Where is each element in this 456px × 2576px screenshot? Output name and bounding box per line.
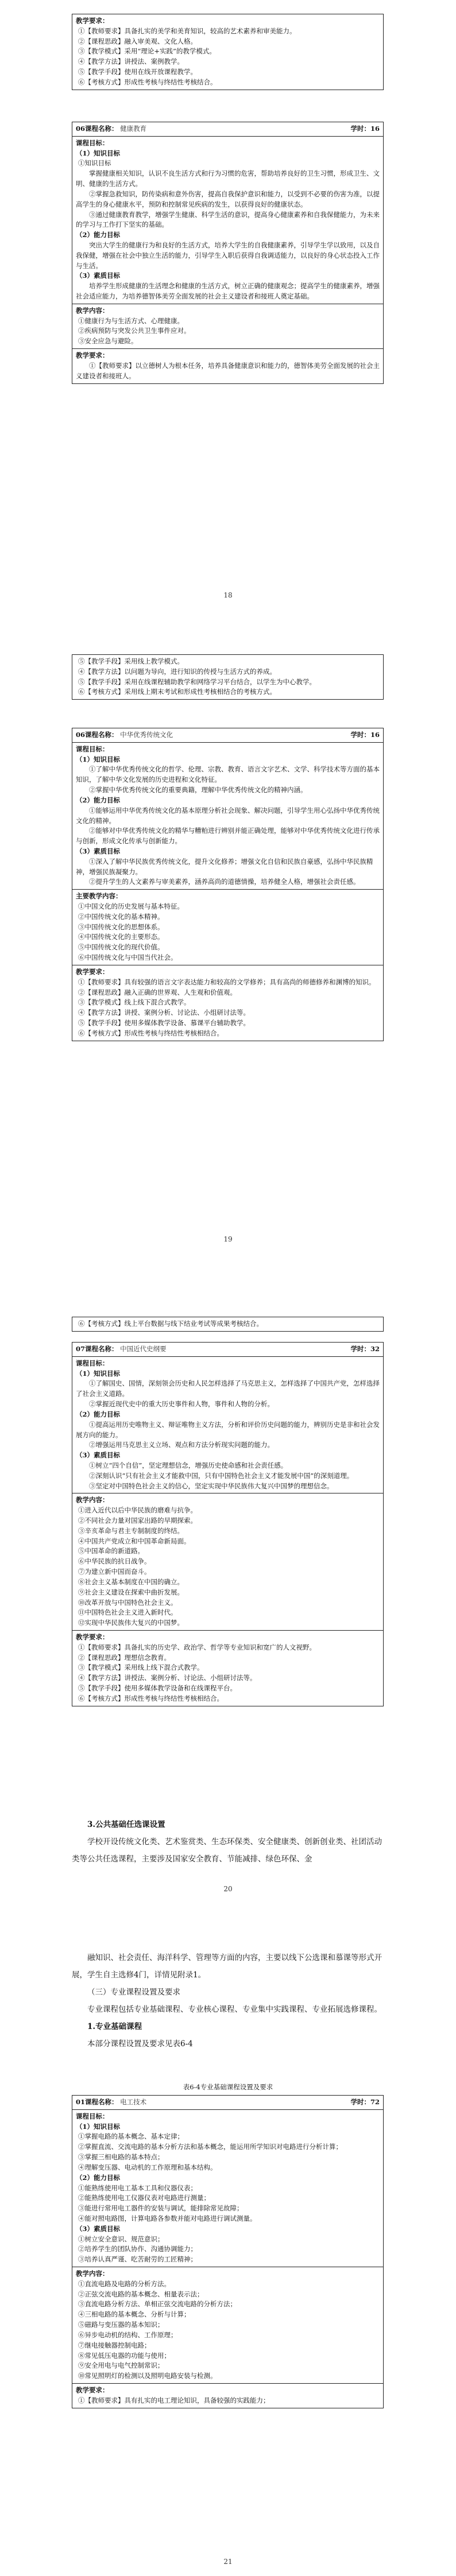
course-table-electrical — [72, 2095, 384, 2408]
list-item: ①知识目标 — [78, 159, 111, 168]
list-item: ⑩改革开放与中国特色社会主义。 — [78, 1598, 177, 1607]
course-name: 电工技术 — [120, 2098, 147, 2106]
course-table-modern-history — [72, 1342, 384, 1706]
list-item: ③【教学模式】采用“理论+实践”的教学模式。 — [78, 47, 216, 56]
paragraph: ①能够运用中华优秀传统文化的基本原理分析社会现象、解决问题，引导学生用心弘扬中华优秀传统文化的精神。 — [76, 806, 380, 825]
paragraph: ②掌握近现代史中的重大历史事件和人物，事件和人物的分析。 — [89, 1400, 274, 1409]
knowledge-goal-label: （1）知识目标 — [76, 2122, 121, 2131]
page-number: 19 — [223, 1235, 233, 1243]
paragraph: ③通过健康教育教学，增强学生健康、科学生活的意识，提高身心健康素养和自我保健能力，为未来的学习与工作打下坚实的基础。 — [76, 210, 380, 229]
ability-goal-label: （2）能力目标 — [76, 1410, 121, 1418]
list-item: ③中国传统文化的思想体系。 — [78, 922, 164, 931]
list-item: ②不同社会力量对国家出路的早期探索。 — [78, 1516, 197, 1524]
paragraph: ②能够对中华优秀传统文化的精华与糟粕进行辨别并能正确处理，能够对中华优秀传统文化进行传承与创新，形成文化传承与创新能力。 — [76, 827, 380, 845]
page-number: 21 — [223, 2558, 233, 2566]
list-item: ④【教学方法】讲授法、案例教学。 — [78, 57, 184, 66]
paragraph: ③坚定对中国特色社会主义的信心，坚定实现中华民族伟大复兴中国梦的理想信念。 — [89, 1481, 334, 1490]
list-item: ①进入近代以后中华民族的磨难与抗争。 — [78, 1506, 197, 1515]
list-item: ④中国传统文化的主要形态。 — [78, 933, 164, 941]
page-3 — [0, 1288, 456, 1932]
list-item: ⑧社会主义基本制度在中国的确立。 — [78, 1577, 184, 1586]
list-item: ⑤【教学手段】使用多媒体教学设备和在线课程平台。 — [78, 1684, 237, 1692]
list-item: ④三相电路的基本概念、分析与计算； — [78, 2310, 191, 2319]
paragraph: ①【教师要求】以立德树人为根本任务，培养具备健康意识和能力的，德智体美劳全面发展的社会主义建设者和接班人。 — [76, 361, 380, 380]
list-item: ⑦为建立新中国而奋斗。 — [78, 1568, 151, 1576]
body-text — [72, 1949, 384, 2053]
list-item: ①【教师要求】具有扎实的电工理论知识，具备较强的实践能力； — [78, 2396, 270, 2404]
course-goal-label: 课程目标： — [76, 2112, 109, 2120]
list-item: ⑤中国革命的新道路。 — [78, 1547, 144, 1555]
list-item: ⑩常见照明灯的检测以及照明电路安装与检测。 — [78, 2372, 217, 2380]
list-item: ⑥异步电动机的结构、工作原理； — [78, 2330, 177, 2339]
paragraph: 融知识、社会责任、海洋科学、管理等方面的内容，主要以线下公选课和慕课等形式开展，学生自主选修4门，详情见附录1。 — [72, 1953, 382, 1980]
section-public-electives — [72, 1816, 384, 1868]
teaching-requirements-label: 教学要求： — [76, 967, 109, 976]
course-goal-label: 课程目标： — [76, 744, 109, 753]
course-hours: 学时：16 — [350, 125, 380, 133]
list-item: ①【教师要求】具有较强的语言文字表达能力和较高的文学修养；具有高尚的师德修养和渊博的知识。 — [78, 977, 376, 986]
list-item: ⑨安全用电与电气控制常识； — [78, 2361, 164, 2370]
list-item: ③【教学模式】采用线上线下混合式教学。 — [78, 1663, 204, 1672]
list-item: ⑤【教学手段】采用在线课程辅助教学和网络学习平台结合，以学生为中心教学。 — [78, 677, 316, 686]
list-item: ⑨社会主义建设在探索中曲折发展。 — [78, 1588, 184, 1596]
list-item: ②能熟练使用电工仪器仪表对电路进行测量； — [78, 2194, 210, 2202]
list-item: ③辛亥革命与君主专制制度的终结。 — [78, 1526, 184, 1535]
list-item: ②【课程思政】融入正确的世界观、人生观和价值观。 — [78, 988, 237, 996]
course-hours: 学时：32 — [350, 1345, 380, 1353]
paragraph: 掌握健康相关知识，认识不良生活方式和行为习惯的危害，帮助培养良好的卫生习惯，形成卫生、文明、健康的生活方式。 — [76, 169, 380, 188]
paragraph: ①了解国史、国情，深刻领会历史和人民怎样选择了马克思主义，怎样选择了中国共产党，怎样选择了社会主义道路。 — [76, 1379, 380, 1398]
subsection-heading: 1.专业基础课程 — [87, 2022, 142, 2031]
teaching-content-label: 教学内容： — [76, 306, 109, 315]
list-item: ⑤【教学手段】采用线上教学模式。 — [78, 657, 184, 665]
course-goal-label: 课程目标： — [76, 1359, 109, 1367]
paragraph: 本部分课程设置及要求见表6-4 — [87, 2039, 193, 2049]
list-item: ⑤【教学手段】使用多媒体教学设备、慕课平台辅助教学。 — [78, 1018, 250, 1027]
teaching-content-label: 教学内容： — [76, 1496, 109, 1504]
teaching-requirements-label: 教学要求： — [76, 1632, 109, 1641]
course-goal-label: 课程目标： — [76, 138, 109, 147]
page-2 — [0, 644, 456, 1288]
paragraph: ①树立“四个自信”，坚定理想信念，增强历史使命感和社会责任感。 — [89, 1461, 288, 1469]
list-item: ③安全应急与避险。 — [78, 337, 138, 346]
teaching-requirements-label: 教学要求： — [76, 351, 109, 360]
course-number: 06课程名称： — [76, 731, 118, 739]
list-item: ①【教师要求】具备扎实的美学和美育知识，较高的艺术素养和审美能力。 — [78, 26, 296, 35]
knowledge-goal-label: （1）知识目标 — [76, 1369, 121, 1378]
list-item: ⑧常见低压电器的功能与使用； — [78, 2351, 171, 2360]
list-item: ④能对照电路图，计算电路各参数并能对电路进行调试测量。 — [78, 2214, 257, 2222]
list-item: ①【教师要求】具备扎实的历史学、政治学、哲学等专业知识和宽广的人文视野。 — [78, 1643, 316, 1651]
paragraph: ②增强运用马克思主义立场、观点和方法分析现实问题的能力。 — [89, 1441, 274, 1449]
teaching-requirements-label: 教学要求： — [76, 2385, 109, 2394]
list-item: ③掌握三相电路的基本特点； — [78, 2153, 164, 2162]
ability-goal-label: （2）能力目标 — [76, 796, 121, 804]
page-1 — [0, 0, 456, 644]
paragraph: ①提高运用历史唯物主义、辩证唯物主义方法，分析和评价历史问题的能力，辨别历史是非和社会发展方向的能力。 — [76, 1420, 380, 1439]
list-item: ④中国共产党成立和中国革命新局面。 — [78, 1537, 191, 1545]
list-item: ⑪中国特色社会主义进入新时代。 — [78, 1608, 177, 1617]
course-table-health-tail — [72, 654, 384, 700]
list-item: ⑥中华民族的抗日战争。 — [78, 1557, 151, 1566]
list-item: ③培养认真严谨、吃苦耐劳的工匠精神； — [78, 2255, 197, 2264]
page-4 — [0, 1932, 456, 2576]
quality-goal-label: （3）素质目标 — [76, 271, 121, 280]
paragraph: ②深刻认识“只有社会主义才能救中国，只有中国特色社会主义才能发展中国”的深刻道理。 — [89, 1471, 354, 1480]
course-hours: 学时：16 — [350, 731, 380, 739]
course-name: 中国近代史纲要 — [120, 1345, 167, 1353]
list-item: ⑥【考核方式】采用线上期末考试和形成性考核相结合的考核方式。 — [78, 688, 276, 696]
list-item: ⑥【考核方式】线上平台数据与线下结业考试等成果考核结合。 — [78, 1320, 263, 1328]
list-item: ⑤【教学手段】使用在线开放课程教学。 — [78, 68, 197, 76]
ability-goal-label: （2）能力目标 — [76, 231, 121, 239]
list-item: ⑥【考核方式】形成性考核与终结性考核相结合。 — [78, 1694, 223, 1702]
list-item: ④【教学方法】讲授法、案例分析、讨论法、小组研讨法等。 — [78, 1674, 257, 1682]
course-number: 01课程名称： — [76, 2098, 118, 2106]
list-item: ⑥【考核方式】形成性考核与终结性考核相结合。 — [78, 1029, 223, 1037]
list-item: ③能进行常用电工器件的安装与调试，能排除常见故障； — [78, 2204, 244, 2213]
list-item: ①中国文化的历史发展与基本特征。 — [78, 902, 184, 910]
paragraph: 专业课程包括专业基础课程、专业核心课程、专业集中实践课程、专业拓展选修课程。 — [87, 2005, 382, 2014]
course-table-traditional-culture — [72, 728, 384, 1041]
list-item: ②【课程思政】融入审美观、文化人格。 — [78, 37, 197, 45]
paragraph: ①深入了解中华民族优秀传统文化，提升文化修养；增强文化自信和民族自豪感，弘扬中华民族精神，增强民族凝聚力。 — [76, 857, 373, 876]
list-item: ②掌握直流、交流电路的基本分析方法和基本概念，能运用所学知识对电路进行分析计算； — [78, 2143, 342, 2151]
paragraph: 突出大学生的健康行为和良好的生活方式，培养大学生的自我健康素养，引导学生学以致用，以及自我保健，增强在社会中独立生活的能力，引导学生入职后获得自我调适能力，以良好的身心状态投入工作与生活。 — [76, 240, 380, 270]
course-number: 07课程名称： — [76, 1345, 118, 1353]
list-item: ①树立安全意识、规范意识； — [78, 2234, 164, 2243]
list-item: ③直流电路分析方法、单相正弦交流电路的分析方法； — [78, 2300, 237, 2309]
paragraph: ②掌握中华优秀传统文化的重要典籍，理解中华优秀传统文化的精神内涵。 — [89, 786, 307, 794]
course-hours: 学时：72 — [350, 2098, 380, 2106]
list-item: ④【教学方法】以问题为导向，进行知识的传授与生活方式的养成。 — [78, 667, 276, 676]
list-item: ①健康行为与生活方式、心理健康。 — [78, 316, 184, 325]
ability-goal-label: （2）能力目标 — [76, 2173, 121, 2182]
list-item: ②培养学生的团队协作、沟通协调能力； — [78, 2245, 197, 2253]
list-item: ⑥【考核方式】形成性考核与终结性考核结合。 — [78, 77, 217, 86]
knowledge-goal-label: （1）知识目标 — [76, 149, 121, 157]
list-item: ④【教学方法】讲授、案例分析、讨论法、小组研讨法等。 — [78, 1008, 250, 1017]
page-number: 18 — [223, 591, 233, 599]
paragraph: ②掌握急救知识，防传染病和意外伤害，提高自我保护意识和能力，以受到不必要的伤害为准，以提高学生的身心健康水平，预防和控制常见疾病的发生，以获得良好的健康状态。 — [76, 189, 380, 208]
course-number: 06课程名称： — [76, 125, 118, 133]
list-item: ⑥中国传统文化与中国当代社会。 — [78, 953, 177, 962]
quality-goal-label: （3）素质目标 — [76, 847, 121, 855]
course-table-aesthetics-tail — [72, 14, 384, 90]
quality-goal-label: （3）素质目标 — [76, 1451, 121, 1460]
list-item: ①掌握电路的基本概念、基本定律； — [78, 2132, 184, 2141]
course-name: 中华优秀传统文化 — [120, 731, 173, 739]
list-item: ②正弦交流电路的基本概念、相量表示法； — [78, 2290, 204, 2298]
paragraph: ①了解中华优秀传统文化的哲学、伦理、宗教、教育、语言文字艺术、文学、科学技术等方面的基本知识，了解中华文化发展的历史进程和文化特征。 — [76, 765, 380, 784]
list-item: ③【教学模式】线上线下混合式教学。 — [78, 998, 191, 1007]
course-name: 健康教育 — [120, 125, 147, 133]
section-heading: 3.公共基础任选课设置 — [87, 1820, 165, 1829]
list-item: ⑤中国传统文化的现代价值。 — [78, 943, 164, 952]
list-item: ①能熟练使用电工基本工具和仪器仪表； — [78, 2183, 197, 2192]
list-item: ⑤磁路与变压器的基本知识； — [78, 2321, 164, 2329]
teaching-requirements-label: 教学要求： — [76, 17, 109, 25]
list-item: ④理解变压器、电动机的工作原理和基本结构。 — [78, 2163, 217, 2171]
list-item: ⑫实现中华民族伟大复兴的中国梦。 — [78, 1619, 184, 1627]
course-table-culture-tail — [72, 1317, 384, 1332]
quality-goal-label: （3）素质目标 — [76, 2224, 121, 2233]
section-heading: （三）专业课程设置及要求 — [87, 1988, 180, 1997]
list-item: ①直流电路及电路的分析方法。 — [78, 2279, 171, 2288]
course-table-health — [72, 122, 384, 384]
table-caption: 表6-4专业基础课程设置及要求 — [183, 2083, 273, 2091]
paragraph: ②提升学生的人文素养与审美素养，涵养高尚的道德情操，培养健全人格，增强社会责任感。 — [89, 878, 360, 886]
paragraph: 培养学生形成健康的生活理念和健康的生活方式，树立正确的健康观念；提高学生的健康素养，增强社会适应能力，为培养德智体美劳全面发展的社会主义建设者和接班人奠定基础。 — [76, 282, 380, 300]
paragraph: 学校开设传统文化类、艺术鉴赏类、生态环保类、安全健康类、创新创业类、社团活动类等公共任选课程，主要涉及国家安全教育、节能减排、绿色环保、金 — [72, 1837, 382, 1864]
list-item: ⑦继电接触器控制电路； — [78, 2341, 151, 2349]
knowledge-goal-label: （1）知识目标 — [76, 755, 121, 763]
list-item: ②【课程思政】理想信念教育。 — [78, 1653, 171, 1662]
teaching-content-label: 教学内容： — [76, 2269, 109, 2278]
page-number: 20 — [223, 1885, 233, 1893]
main-content-label: 主要教学内容： — [76, 892, 122, 901]
list-item: ②中国传统文化的基本精神。 — [78, 912, 164, 921]
list-item: ②疾病预防与突发公共卫生事件应对。 — [78, 327, 191, 335]
